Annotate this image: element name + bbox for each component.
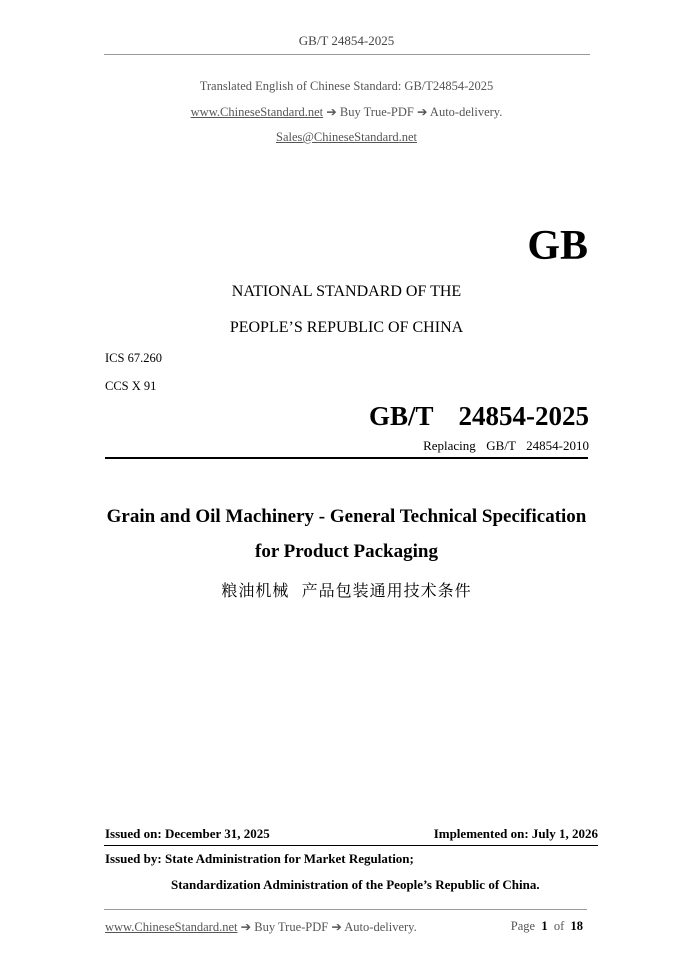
footer-site-link[interactable]: www.ChineseStandard.net	[105, 920, 238, 934]
replacing-note: Replacing GB/T 24854-2010	[423, 438, 589, 453]
sales-email-link[interactable]: Sales@ChineseStandard.net	[276, 130, 417, 144]
standard-number: GB/T 24854-2025	[368, 401, 589, 431]
page-of: of	[553, 919, 565, 933]
footer-delivery-text: Auto-delivery.	[344, 920, 417, 934]
issue-divider	[104, 845, 598, 846]
arrow-icon: ➔	[240, 920, 252, 934]
site-link[interactable]: www.ChineseStandard.net	[190, 105, 324, 119]
title-en-line1: Grain and Oil Machinery - General Technical Specification	[106, 506, 587, 527]
issued-by-line1: Issued by: State Administration for Market Regulation;	[105, 851, 414, 866]
page-total: 18	[570, 919, 583, 933]
title-divider	[105, 457, 588, 459]
title-cn: 粮油机械 产品包装通用技术条件	[221, 581, 472, 600]
page-label: Page	[510, 919, 536, 933]
email-line	[0, 130, 693, 145]
translation-notice: Translated English of Chinese Standard: GB/T24854-2025	[199, 79, 494, 93]
title-en-line2: for Product Packaging	[255, 541, 438, 562]
national-standard-line1: NATIONAL STANDARD OF THE	[231, 283, 462, 300]
page-indicator	[511, 919, 583, 934]
arrow-icon: ➔	[331, 920, 342, 934]
gb-mark: GB	[527, 223, 588, 269]
issued-on-date: Issued on: December 31, 2025	[105, 826, 270, 841]
implemented-on-date: Implemented on: July 1, 2026	[433, 826, 598, 841]
header-divider	[104, 54, 590, 55]
ccs-code: CCS X 91	[105, 379, 157, 393]
footer-buy-text: Buy True-PDF	[254, 920, 329, 934]
running-header: GB/T 24854-2025	[298, 33, 395, 48]
promo-line	[0, 104, 693, 120]
arrow-icon: ➔	[417, 105, 428, 119]
auto-delivery-text: Auto-delivery.	[429, 105, 503, 119]
buy-pdf-text: Buy True-PDF	[339, 105, 414, 119]
footer-promo	[105, 919, 417, 935]
footer-divider	[104, 909, 587, 910]
national-standard-line2: PEOPLE’S REPUBLIC OF CHINA	[229, 319, 464, 336]
page-current: 1	[541, 919, 548, 933]
ics-code: ICS 67.260	[105, 351, 162, 365]
arrow-icon: ➔	[326, 105, 337, 119]
issued-by-line2: Standardization Administration of the People’s Republic of China.	[171, 877, 540, 892]
